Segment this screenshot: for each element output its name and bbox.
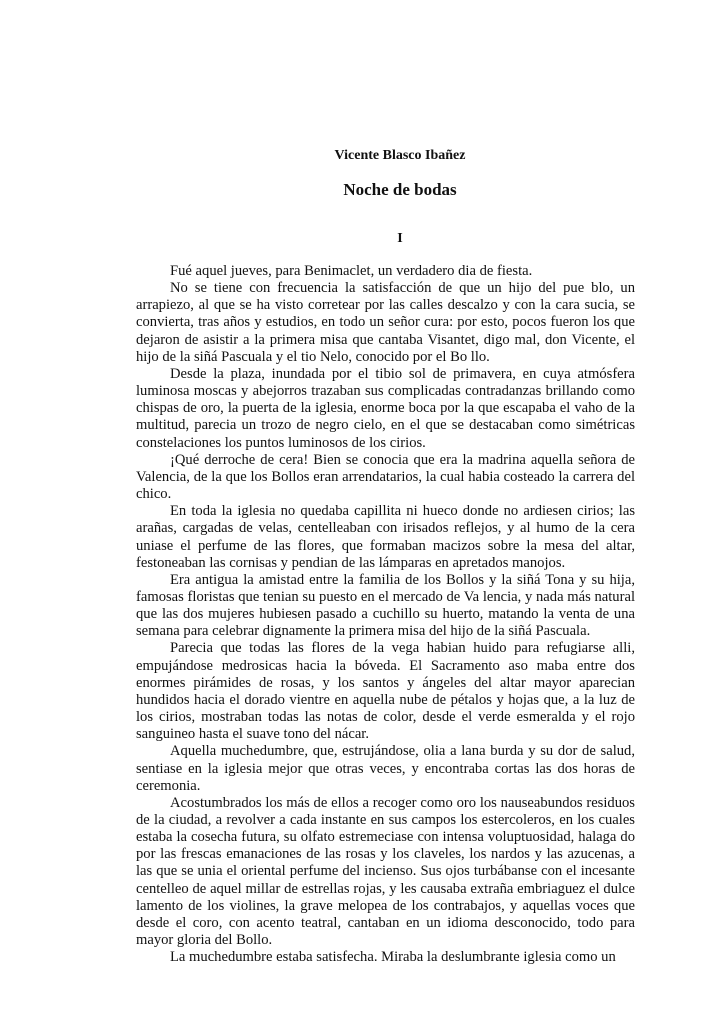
chapter-number: I [397,231,403,246]
paragraph: En toda la iglesia no quedaba capillita ni hueco donde no ardiesen cirios; las arañas, cargadas de velas, centelleaban con irisados reflejos, y al humo de la cera uniase el perfume de las flores, que formaban macizos sobre la mesa del altar, festoneaban las cornisas y pendian de las lámparas en apretados manojos. [136,503,635,571]
body-text [136,263,635,966]
paragraph: Desde la plaza, inundada por el tibio sol de primavera, en cuya atmósfera luminosa moscas y abejorros trazaban sus complicadas contradanzas brillando como chispas de oro, la puerta de la iglesia, enorme boca por la que escapaba el vaho de la multitud, parecia un trozo de negro cielo, en el que se destacaban como simétricas constelaciones los puntos luminosos de los cirios. [136,365,635,451]
paragraph: ¡Qué derroche de cera! Bien se conocia que era la madrina aquella señora de Valencia, de la que los Bollos eran arrendatarios, la cual habia costeado la carrera del chico. [136,451,635,503]
author-name: Vicente Blasco Ibañez [334,148,466,163]
paragraph: Parecia que todas las flores de la vega habian huido para refugiarse alli, empujándose medrosicas hacia la bóveda. El Sacramento aso maba entre dos enormes pirámides de rosas, y los santos y ángeles del altar mayor aparecian hundidos hacia el dorado vientre en aquella nube de pétalos y hojas que, a la luz de los cirios, mostraban todas las notas de color, desde el verde esmeralda y el rojo sanguineo hasta el suave tono del nácar. [136,640,635,743]
paragraph: No se tiene con frecuencia la satisfacción de que un hijo del pue blo, un arrapiezo, al que se ha visto corretear por las calles descalzo y con la cara sucia, se convierta, tras años y estudios, en todo un señor cura: por esto, pocos fueron los que dejaron de asistir a la primera misa que cantaba Visantet, digo mal, don Vicente, el hijo de la siñá Pascuala y el tio Nelo, conocido por el Bo llo. [136,280,635,365]
paragraph: Era antigua la amistad entre la familia de los Bollos y la siñá Tona y su hija, famosas floristas que tenian su puesto en el mercado de Va lencia, y nada más natural que las dos mujeres hubiesen pasado a cuchillo su huerto, matando la venta de una semana para celebrar dignamente la primera misa del hijo de la siñá Pascuala. [136,571,635,640]
paragraph: Fué aquel jueves, para Benimaclet, un verdadero dia de fiesta. [170,263,533,279]
story-title: Noche de bodas [343,180,457,199]
paragraph: Aquella muchedumbre, que, estrujándose, olia a lana burda y su dor de salud, sentiase en la iglesia mejor que otras veces, y encontraba cortas las dos horas de ceremonia. [136,743,635,794]
paragraph: Acostumbrados los más de ellos a recoger como oro los nauseabundos residuos de la ciudad, a revolver a cada instante en sus campos los estercoleros, en los cuales estaba la cosecha futura, su olfato estremeciase con intensa voluptuosidad, halaga do por las frescas emanaciones de las rosas y los claveles, los nardos y las azucenas, a las que se unia el oriental perfume del incienso. Sus ojos turbábanse con el incesante centelleo de aquel millar de estrellas rojas, y les causaba extraña embriaguez el dulce lamento de los violines, la grave melopea de los contrabajos, y aquellas voces que desde el coro, con acento teatral, cantaban en un idioma desconocido, todo para mayor gloria del Bollo. [136,794,635,949]
paragraph: La muchedumbre estaba satisfecha. Miraba la deslumbrante iglesia como un [170,949,616,966]
